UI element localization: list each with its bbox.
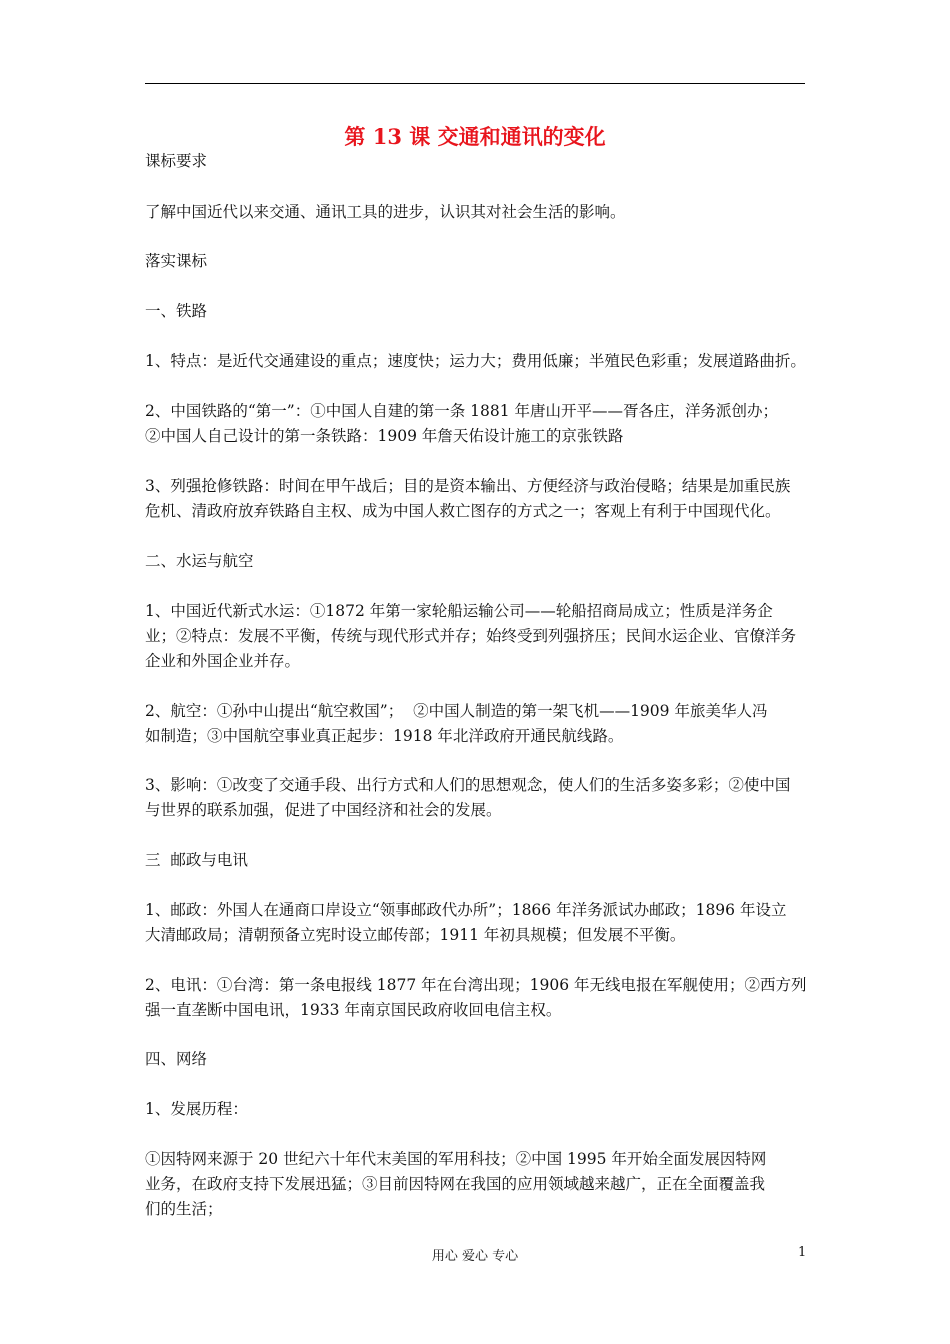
paragraph: 落实课标 — [145, 252, 208, 270]
section-heading: 一、铁路 — [145, 302, 208, 320]
section-heading: 三 邮政与电讯 — [145, 851, 248, 869]
section-heading: 四、网络 — [145, 1050, 208, 1068]
paragraph: 2、航空：①孙中山提出“航空救国”； ②中国人制造的第一架飞机——1909 年旅美华人冯 如制造；③中国航空事业真正起步：1918 年北洋政府开通民航线路。 — [145, 702, 768, 745]
paragraph: 3、影响：①改变了交通手段、出行方式和人们的思想观念，使人们的生活多姿多彩；②使中国 与世界的联系加强，促进了中国经济和社会的发展。 — [145, 776, 791, 819]
paragraph: 了解中国近代以来交通、通讯工具的进步，认识其对社会生活的影响。 — [145, 203, 626, 221]
paragraph: 1、邮政：外国人在通商口岸设立“领事邮政代办所”；1866 年洋务派试办邮政；1896 年设立 大清邮政局；清朝预备立宪时设立邮传部；1911 年初具规模；但发展不平衡。 — [145, 901, 787, 944]
paragraph: ①因特网来源于 20 世纪六十年代末美国的军用科技；②中国 1995 年开始全面发展因特网 业务，在政府支持下发展迅猛；③目前因特网在我国的应用领域越来越广，正在全面覆盖我 们的生活； — [145, 1150, 767, 1218]
paragraph: 2、电讯：①台湾：第一条电报线 1877 年在台湾出现；1906 年无线电报在军舰使用；②西方列 强一直垄断中国电讯，1933 年南京国民政府收回电信主权。 — [145, 976, 807, 1019]
section-heading: 二、水运与航空 — [145, 552, 254, 570]
paragraph: 课标要求 — [145, 152, 208, 170]
paragraph: 2、中国铁路的“第一”：①中国人自建的第一条 1881 年唐山开平——胥各庄，洋务派创办； ②中国人自己设计的第一条铁路：1909 年詹天佑设计施工的京张铁路 — [145, 402, 779, 445]
page-title: 第 13 课 交通和通讯的变化 — [344, 124, 606, 149]
paragraph: 1、发展历程： — [145, 1100, 248, 1118]
paragraph: 1、特点：是近代交通建设的重点；速度快；运力大；费用低廉；半殖民色彩重；发展道路曲折。 — [145, 352, 806, 370]
page-footer: 用心 爱心 专心 — [431, 1249, 519, 1264]
paragraph: 1、中国近代新式水运：①1872 年第一家轮船运输公司——轮船招商局成立；性质是洋务企 业；②特点：发展不平衡，传统与现代形式并存；始终受到列强挤压；民间水运企业、官僚洋务 企业和外国企业并存。 — [145, 602, 797, 670]
page-number: 1 — [798, 1245, 807, 1260]
paragraph: 3、列强抢修铁路：时间在甲午战后；目的是资本输出、方便经济与政治侵略；结果是加重民族 危机、清政府放弃铁路自主权、成为中国人救亡图存的方式之一；客观上有利于中国现代化。 — [145, 477, 791, 520]
header-rule — [145, 83, 805, 84]
